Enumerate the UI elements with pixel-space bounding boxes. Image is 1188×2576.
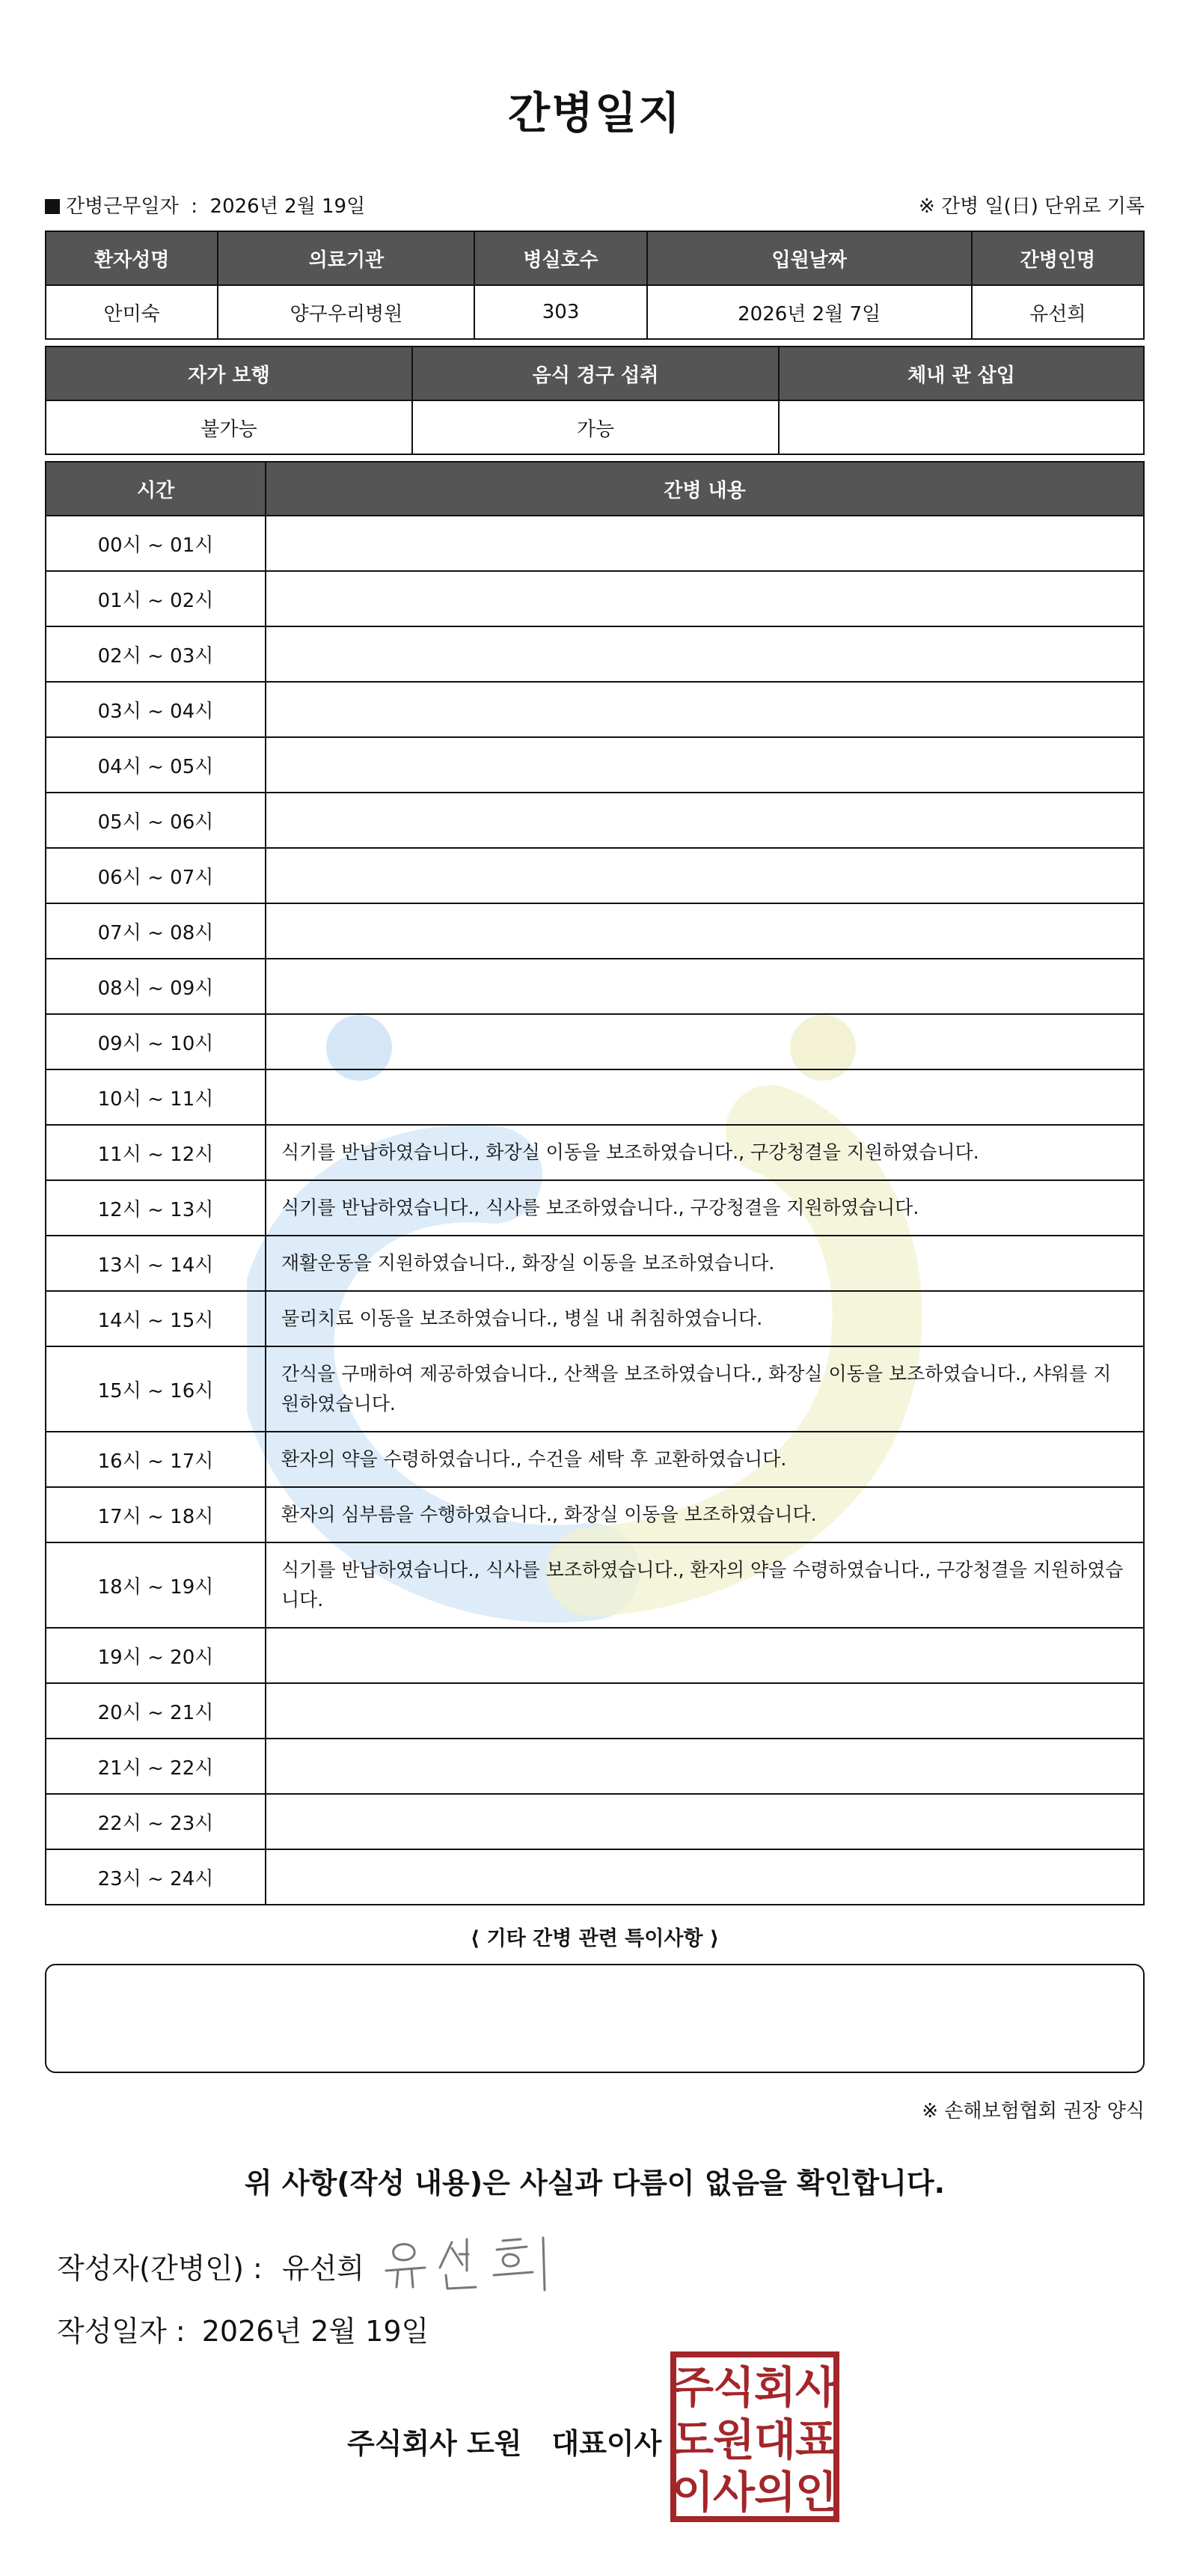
patient-status-table xyxy=(45,346,1145,455)
log-time: 08시 ~ 09시 xyxy=(46,959,266,1014)
log-content xyxy=(266,1683,1144,1739)
header-room-number: 병실호수 xyxy=(474,231,646,285)
log-time: 13시 ~ 14시 xyxy=(46,1236,266,1291)
log-row xyxy=(46,793,1144,848)
log-row xyxy=(46,737,1144,793)
writer-name: 유선희 xyxy=(281,2252,364,2285)
log-header-row xyxy=(46,462,1144,516)
log-row xyxy=(46,516,1144,571)
log-time: 04시 ~ 05시 xyxy=(46,737,266,793)
log-row xyxy=(46,1291,1144,1346)
svg-text:원: 원 xyxy=(712,2414,756,2465)
log-content xyxy=(266,626,1144,682)
hourly-care-log-table xyxy=(45,461,1145,1905)
log-time: 06시 ~ 07시 xyxy=(46,848,266,903)
patient-info-header-row xyxy=(46,231,1144,285)
log-body xyxy=(46,516,1144,1905)
caregiver-name: 유선희 xyxy=(972,285,1144,339)
svg-text:식: 식 xyxy=(712,2362,756,2413)
log-row xyxy=(46,626,1144,682)
log-row xyxy=(46,1069,1144,1125)
header-patient-name: 환자성명 xyxy=(46,231,218,285)
log-content: 식기를 반납하였습니다., 화장실 이동을 보조하였습니다., 구강청결을 지원하였습니다. xyxy=(266,1125,1144,1180)
log-time: 10시 ~ 11시 xyxy=(46,1069,266,1125)
log-row xyxy=(46,1683,1144,1739)
header-oral-intake: 음식 경구 섭취 xyxy=(412,347,779,400)
header-caregiver-name: 간병인명 xyxy=(972,231,1144,285)
log-row xyxy=(46,959,1144,1014)
log-content xyxy=(266,1794,1144,1849)
log-content: 환자의 심부름을 수행하였습니다., 화장실 이동을 보조하였습니다. xyxy=(266,1487,1144,1542)
writer-line xyxy=(57,2245,364,2286)
tube-insertion xyxy=(779,400,1144,454)
log-content xyxy=(266,1069,1144,1125)
log-content xyxy=(266,1739,1144,1794)
log-time: 21시 ~ 22시 xyxy=(46,1739,266,1794)
svg-text:대: 대 xyxy=(753,2414,797,2465)
log-row xyxy=(46,1346,1144,1432)
log-row xyxy=(46,1180,1144,1236)
duty-date-label: 간병근무일자 xyxy=(66,195,179,218)
svg-text:주: 주 xyxy=(671,2362,714,2413)
log-time: 18시 ~ 19시 xyxy=(46,1542,266,1628)
record-unit-note: ※ 간병 일(日) 단위로 기록 xyxy=(918,195,1145,218)
log-time: 22시 ~ 23시 xyxy=(46,1794,266,1849)
log-time: 01시 ~ 02시 xyxy=(46,571,266,626)
log-time: 17시 ~ 18시 xyxy=(46,1487,266,1542)
svg-text:의: 의 xyxy=(753,2467,797,2518)
patient-name: 안미숙 xyxy=(46,285,218,339)
log-row xyxy=(46,1794,1144,1849)
log-time: 19시 ~ 20시 xyxy=(46,1628,266,1683)
header-tube-insertion: 체내 관 삽입 xyxy=(779,347,1144,400)
written-date-label: 작성일자 : xyxy=(57,2315,186,2348)
log-content xyxy=(266,959,1144,1014)
oral-intake: 가능 xyxy=(412,400,779,454)
svg-text:사: 사 xyxy=(794,2362,838,2413)
header-institution: 의료기관 xyxy=(218,231,474,285)
log-content xyxy=(266,571,1144,626)
admission-date: 2026년 2월 7일 xyxy=(647,285,972,339)
recommendation-note: ※ 손해보험협회 권장 양식 xyxy=(922,2100,1145,2122)
patient-info-value-row xyxy=(46,285,1144,339)
writer-label: 작성자(간병인) : xyxy=(57,2252,263,2285)
log-row xyxy=(46,1236,1144,1291)
document-title: 간병일지 xyxy=(507,88,682,138)
room-number: 303 xyxy=(474,285,646,339)
log-content: 재활운동을 지원하였습니다., 화장실 이동을 보조하였습니다. xyxy=(266,1236,1144,1291)
log-row xyxy=(46,903,1144,959)
log-content: 환자의 약을 수령하였습니다., 수건을 세탁 후 교환하였습니다. xyxy=(266,1432,1144,1487)
header-self-walking: 자가 보행 xyxy=(46,347,412,400)
log-content xyxy=(266,682,1144,737)
written-date-line xyxy=(57,2308,429,2349)
log-content xyxy=(266,903,1144,959)
log-time: 16시 ~ 17시 xyxy=(46,1432,266,1487)
duty-date-line xyxy=(45,191,365,219)
self-walking: 불가능 xyxy=(46,400,412,454)
log-time: 02시 ~ 03시 xyxy=(46,626,266,682)
svg-text:도: 도 xyxy=(671,2414,714,2465)
company-ceo-title: 대표이사 xyxy=(551,2427,662,2460)
log-time: 14시 ~ 15시 xyxy=(46,1291,266,1346)
log-time: 05시 ~ 06시 xyxy=(46,793,266,848)
log-row xyxy=(46,1739,1144,1794)
log-time: 15시 ~ 16시 xyxy=(46,1346,266,1432)
header-admission-date: 입원날짜 xyxy=(647,231,972,285)
log-content xyxy=(266,516,1144,571)
log-content xyxy=(266,1014,1144,1069)
log-content xyxy=(266,848,1144,903)
log-content xyxy=(266,1849,1144,1905)
confirmation-statement: 위 사항(작성 내용)은 사실과 다름이 없음을 확인합니다. xyxy=(244,2167,946,2200)
log-content: 간식을 구매하여 제공하였습니다., 산책을 보조하였습니다., 화장실 이동을 보조하였습니다., 샤워를 지원하였습니다. xyxy=(266,1346,1144,1432)
log-time: 20시 ~ 21시 xyxy=(46,1683,266,1739)
remarks-box xyxy=(45,1964,1145,2073)
log-row xyxy=(46,1628,1144,1683)
patient-info-table xyxy=(45,231,1145,340)
svg-text:표: 표 xyxy=(794,2414,838,2465)
patient-status-value-row xyxy=(46,400,1144,454)
log-time: 11시 ~ 12시 xyxy=(46,1125,266,1180)
log-row xyxy=(46,571,1144,626)
log-time: 00시 ~ 01시 xyxy=(46,516,266,571)
written-date-value: 2026년 2월 19일 xyxy=(201,2315,429,2348)
remarks-title: ⟨ 기타 간병 관련 특이사항 ⟩ xyxy=(470,1927,720,1950)
log-row xyxy=(46,1487,1144,1542)
svg-text:사: 사 xyxy=(712,2467,756,2518)
patient-status-header-row xyxy=(46,347,1144,400)
handwritten-signature xyxy=(383,2229,563,2296)
duty-date-sep: : xyxy=(191,195,198,218)
log-time: 12시 ~ 13시 xyxy=(46,1180,266,1236)
svg-text:인: 인 xyxy=(794,2467,838,2518)
svg-text:이: 이 xyxy=(671,2467,714,2518)
log-content: 식기를 반납하였습니다., 식사를 보조하였습니다., 환자의 약을 수령하였습니다., 구강청결을 지원하였습니다. xyxy=(266,1542,1144,1628)
svg-text:회: 회 xyxy=(753,2362,797,2413)
square-bullet-icon xyxy=(45,199,60,214)
company-seal-stamp xyxy=(669,2350,841,2524)
log-content xyxy=(266,737,1144,793)
log-time: 07시 ~ 08시 xyxy=(46,903,266,959)
log-time: 09시 ~ 10시 xyxy=(46,1014,266,1069)
log-row xyxy=(46,1542,1144,1628)
log-row xyxy=(46,848,1144,903)
log-row xyxy=(46,1849,1144,1905)
institution: 양구우리병원 xyxy=(218,285,474,339)
company-name: 주식회사 도원 xyxy=(347,2427,522,2460)
duty-date-value: 2026년 2월 19일 xyxy=(209,195,366,218)
log-content xyxy=(266,793,1144,848)
log-row xyxy=(46,1432,1144,1487)
log-content xyxy=(266,1628,1144,1683)
log-row xyxy=(46,1125,1144,1180)
log-time: 03시 ~ 04시 xyxy=(46,682,266,737)
log-row xyxy=(46,682,1144,737)
header-care-content: 간병 내용 xyxy=(266,462,1144,516)
log-content: 물리치료 이동을 보조하였습니다., 병실 내 취침하였습니다. xyxy=(266,1291,1144,1346)
log-content: 식기를 반납하였습니다., 식사를 보조하였습니다., 구강청결을 지원하였습니다. xyxy=(266,1180,1144,1236)
meta-row xyxy=(45,191,1145,218)
log-row xyxy=(46,1014,1144,1069)
company-line xyxy=(347,2420,661,2461)
log-time: 23시 ~ 24시 xyxy=(46,1849,266,1905)
header-time: 시간 xyxy=(46,462,266,516)
